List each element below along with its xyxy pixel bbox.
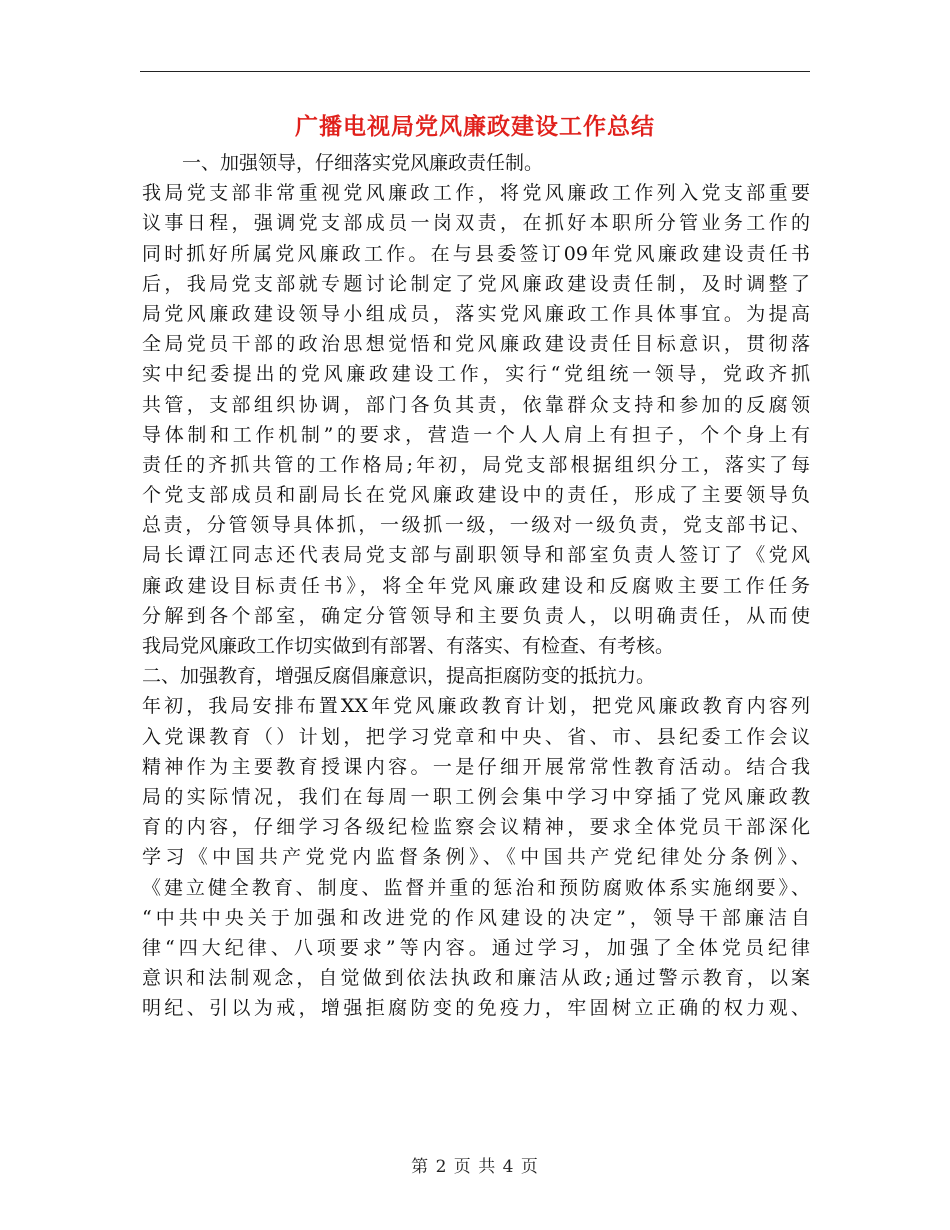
body-line: 廉政建设目标责任书》，将全年党风廉政建设和反腐败主要工作任务 bbox=[142, 574, 810, 597]
body-line: 明纪、引以为戒，增强拒腐防变的免疫力，牢固树立正确的权力观、 bbox=[142, 997, 810, 1020]
body-line: 意识和法制观念，自觉做到依法执政和廉洁从政;通过警示教育，以案 bbox=[142, 967, 810, 990]
section-heading-1: 一、加强领导，仔细落实党风廉政责任制。 bbox=[182, 152, 544, 174]
body-line: 同时抓好所属党风廉政工作。在与县委签订09年党风廉政建设责任书 bbox=[142, 242, 810, 265]
body-line: 入党课教育（）计划，把学习党章和中央、省、市、县纪委工作会议 bbox=[142, 725, 810, 748]
body-line: 《建立健全教育、制度、监督并重的惩治和预防腐败体系实施纲要》、 bbox=[142, 876, 810, 899]
body-line: 个党支部成员和副局长在党风廉政建设中的责任，形成了主要领导负 bbox=[142, 484, 810, 507]
page-number: 第 2 页 共 4 页 bbox=[411, 1157, 539, 1177]
document-body bbox=[142, 148, 810, 1023]
body-line: 共管，支部组织协调，部门各负其责，依靠群众支持和参加的反腐领 bbox=[142, 393, 810, 416]
body-line: 分解到各个部室，确定分管领导和主要负责人，以明确责任，从而使 bbox=[142, 604, 810, 627]
body-line: 全局党员干部的政治思想觉悟和党风廉政建设责任目标意识，贯彻落 bbox=[142, 333, 810, 356]
body-line: 议事日程，强调党支部成员一岗双责，在抓好本职所分管业务工作的 bbox=[142, 212, 810, 235]
body-line: 总责，分管领导具体抓，一级抓一级，一级对一级负责，党支部书记、 bbox=[142, 514, 810, 537]
body-line: 局的实际情况，我们在每周一职工例会集中学习中穿插了党风廉政教 bbox=[142, 785, 810, 808]
body-line: 后，我局党支部就专题讨论制定了党风廉政建设责任制，及时调整了 bbox=[142, 272, 810, 295]
body-line: 精神作为主要教育授课内容。一是仔细开展常常性教育活动。结合我 bbox=[142, 755, 810, 778]
header-rule bbox=[140, 71, 810, 72]
body-line: 律“四大纪律、八项要求”等内容。通过学习，加强了全体党员纪律 bbox=[142, 936, 810, 959]
body-line: 导体制和工作机制”的要求，营造一个人人肩上有担子，个个身上有 bbox=[142, 423, 810, 446]
body-line: 学习《中国共产党党内监督条例》、《中国共产党纪律处分条例》、 bbox=[142, 846, 810, 869]
body-line: 年初，我局安排布置XX年党风廉政教育计划，把党风廉政教育内容列 bbox=[142, 695, 810, 718]
body-line: 局长谭江同志还代表局党支部与副职领导和部室负责人签订了《党风 bbox=[142, 544, 810, 567]
body-line: 育的内容，仔细学习各级纪检监察会议精神，要求全体党员干部深化 bbox=[142, 816, 810, 839]
body-line: 局党风廉政建设领导小组成员，落实党风廉政工作具体事宜。为提高 bbox=[142, 302, 810, 325]
body-line: 我局党风廉政工作切实做到有部署、有落实、有检查、有考核。 bbox=[142, 635, 675, 657]
document-title: 广播电视局党风廉政建设工作总结 bbox=[295, 113, 655, 140]
body-line: 责任的齐抓共管的工作格局;年初，局党支部根据组织分工，落实了每 bbox=[142, 453, 810, 476]
body-line: “中共中央关于加强和改进党的作风建设的决定”，领导干部廉洁自 bbox=[142, 906, 810, 929]
body-line: 我局党支部非常重视党风廉政工作，将党风廉政工作列入党支部重要 bbox=[142, 182, 810, 205]
section-heading-2: 二、加强教育，增强反腐倡廉意识，提高拒腐防变的抵抗力。 bbox=[142, 665, 656, 688]
body-line: 实中纪委提出的党风廉政建设工作，实行“党组统一领导，党政齐抓 bbox=[142, 363, 810, 386]
